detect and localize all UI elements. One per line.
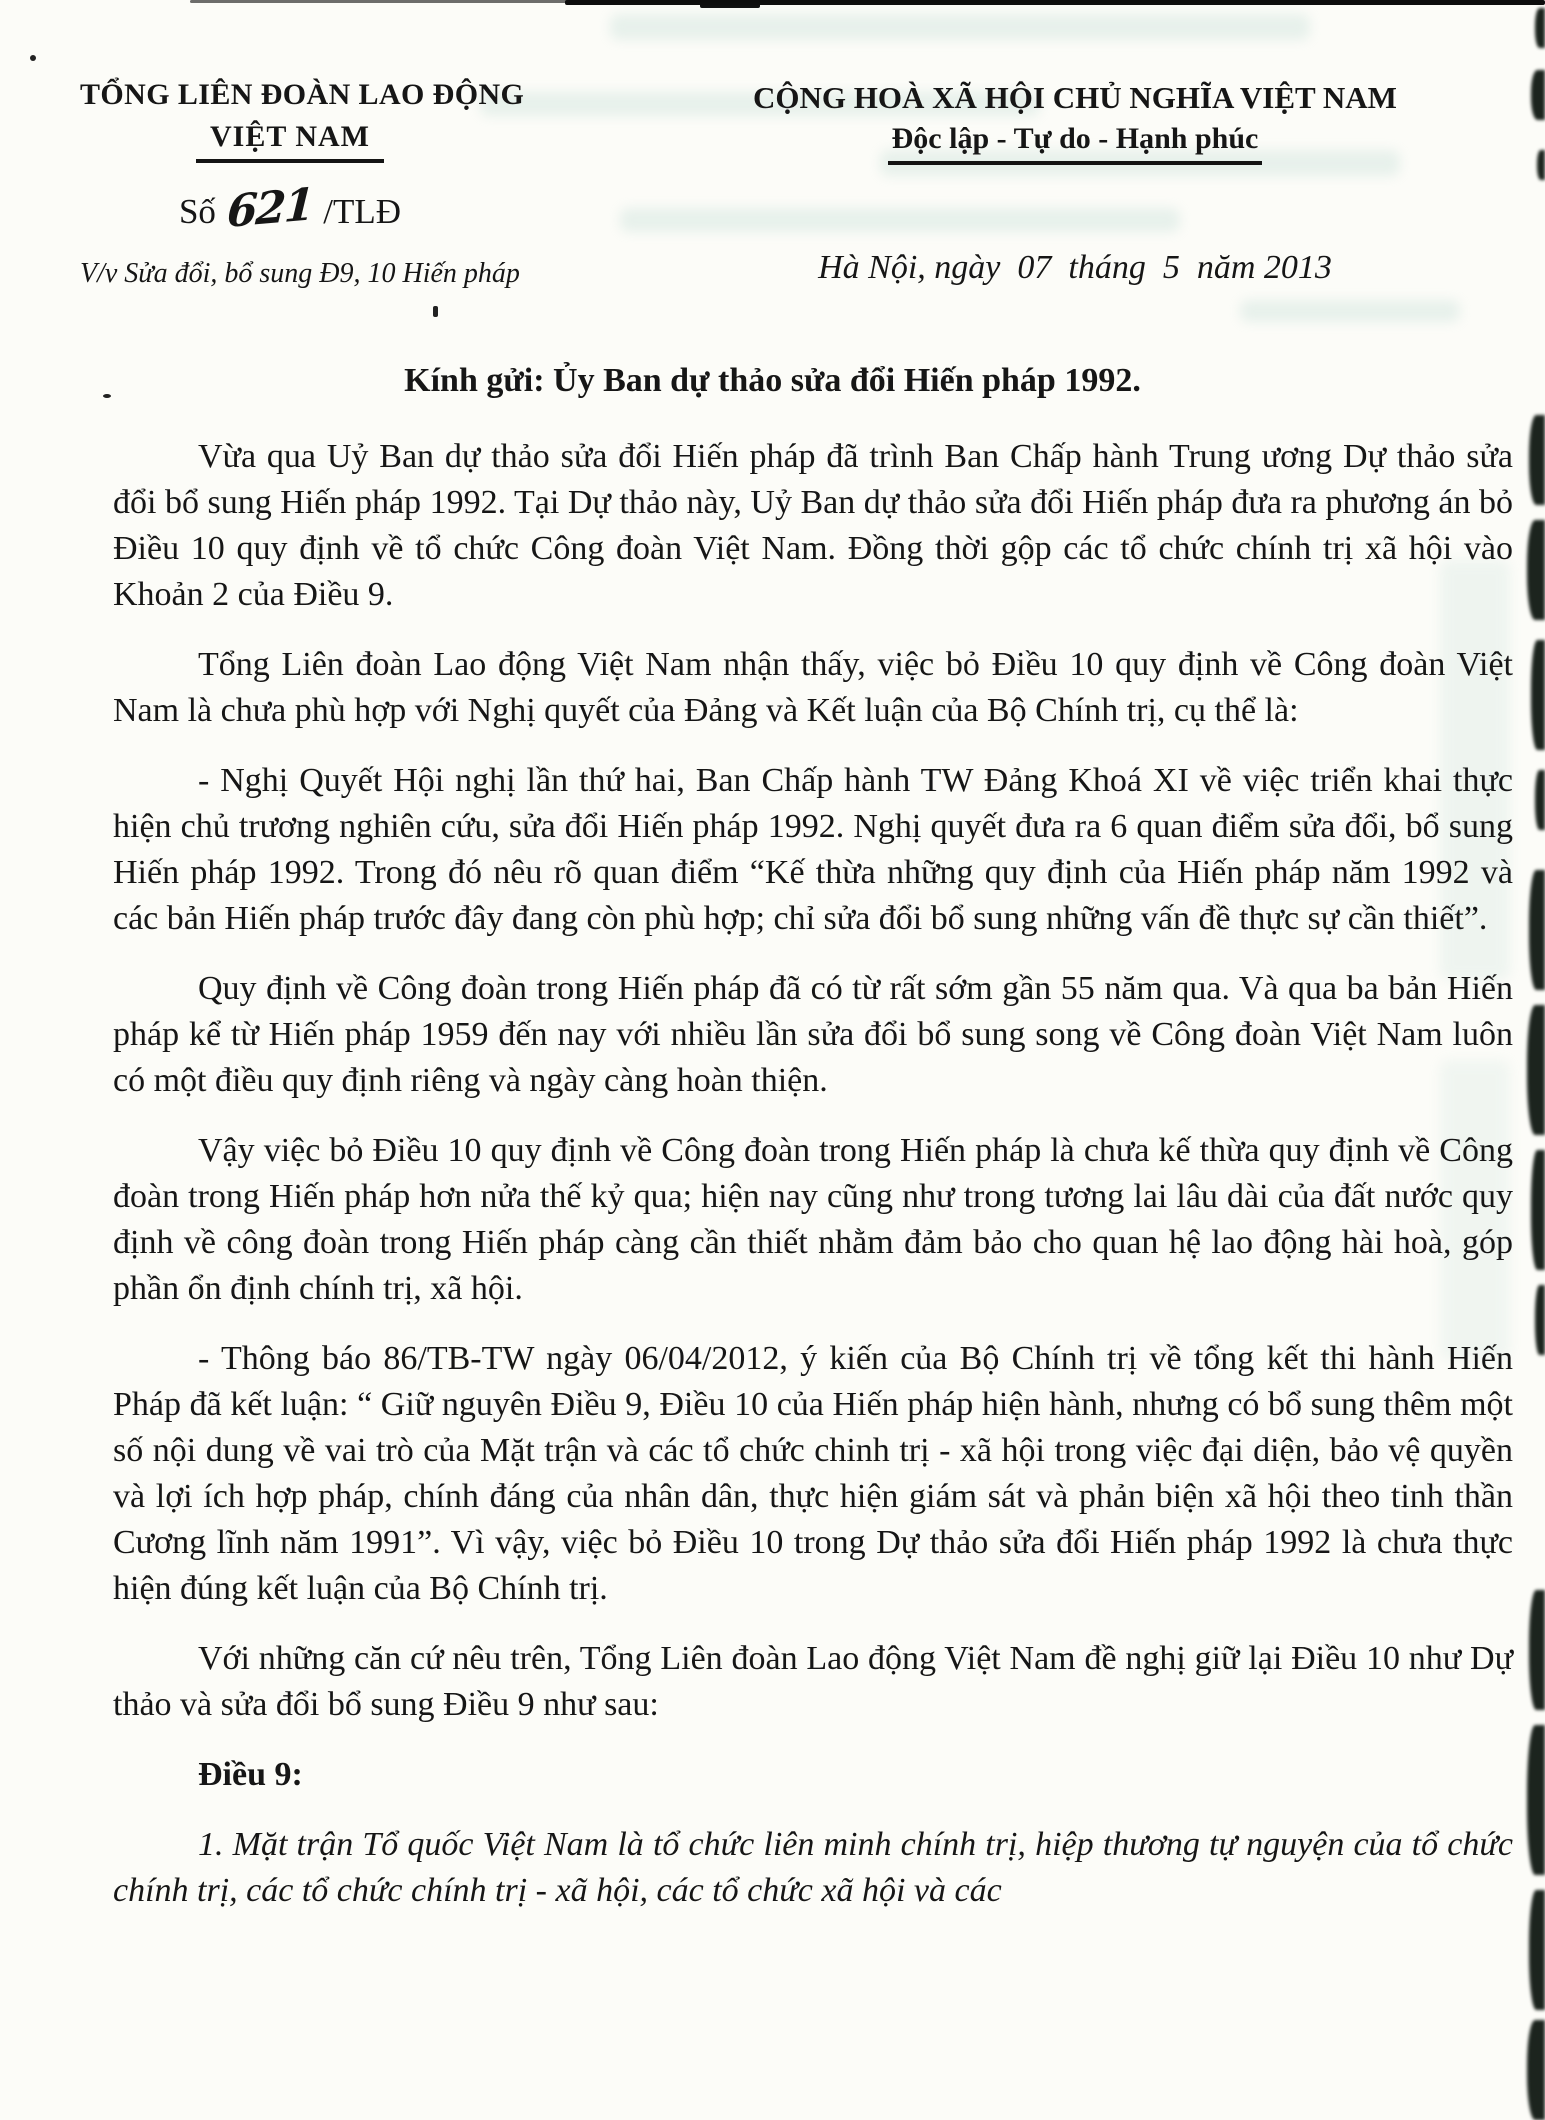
body-paragraph-6: - Thông báo 86/TB-TW ngày 06/04/2012, ý kiến của Bộ Chính trị về tổng kết thi hành Hiến Pháp đã kết luận: “ Giữ nguyên Điều 9, Điều 10 của Hiến pháp hiện hành, nhưng có bổ sung thêm một số nội dung về vai trò của Mặt trận và các tổ chức chinh trị - xã hội trong việc đại diện, bảo vệ quyền và lợi ích hợp pháp, chính đáng của nhân dân, thực hiện giám sát và phản biện xã hội theo tinh thần Cương lĩnh năm 1991”. Vì vậy, việc bỏ Điều 10 trong Dự thảo sửa đổi Hiến pháp 1992 là chưa thực hiện đúng kết luận của Bộ Chính trị.: [113, 1340, 1513, 1607]
article-heading: Điều 9:: [198, 1756, 303, 1793]
scan-edge-artifact: [1531, 1150, 1545, 1270]
scan-edge-artifact: [1529, 1590, 1545, 1710]
national-title: CỘNG HOÀ XÃ HỘI CHỦ NGHĨA VIỆT NAM: [753, 80, 1397, 115]
scan-edge-artifact: [1531, 70, 1545, 120]
body-paragraph-1: Vừa qua Uỷ Ban dự thảo sửa đổi Hiến pháp đã trình Ban Chấp hành Trung ương Dự thảo sửa đổi bổ sung Hiến pháp 1992. Tại Dự thảo này, Uỷ Ban dự thảo sửa đổi Hiến pháp đưa ra phương án bỏ Điều 10 quy định về tổ chức Công đoàn Việt Nam. Đồng thời gộp các tổ chức chính trị xã hội vào Khoản 2 của Điều 9.: [113, 438, 1513, 613]
document-number: [80, 179, 500, 238]
scan-edge-artifact: [1531, 640, 1545, 750]
issuing-org-block: [80, 78, 525, 290]
scan-speck-artifact: [30, 55, 36, 61]
scan-edge-artifact: [1527, 1005, 1545, 1135]
body-paragraph-5: Vậy việc bỏ Điều 10 quy định về Công đoàn trong Hiến pháp là chưa kế thừa quy định về Công đoàn trong Hiến pháp hơn nửa thế kỷ qua; hiện nay cũng như trong tương lai lâu dài của đất nước quy định về công đoàn trong Hiến pháp càng cần thiết nhằm đảm bảo cho quan hệ lao động hài hoà, góp phần ổn định chính trị, xã hội.: [113, 1132, 1513, 1307]
org-name-line1: TỔNG LIÊN ĐOÀN LAO ĐỘNG: [80, 78, 525, 111]
article-quoted-text: 1. Mặt trận Tổ quốc Việt Nam là tổ chức liên minh chính trị, hiệp thương tự nguyện của tổ chức chính trị, các tổ chức chính trị - xã hội, các tổ chức xã hội và các: [113, 1826, 1513, 1909]
scan-edge-artifact: [1535, 770, 1545, 830]
scan-top-edge-artifact: [700, 0, 760, 8]
body-paragraph-7: Với những căn cứ nêu trên, Tổng Liên đoàn Lao động Việt Nam đề nghị giữ lại Điều 10 như Dự thảo và sửa đổi bổ sung Điều 9 như sau:: [113, 1640, 1513, 1723]
scan-edge-artifact: [1527, 520, 1545, 620]
scan-edge-artifact: [1537, 150, 1545, 180]
scan-edge-artifact: [1529, 870, 1545, 990]
scan-edge-artifact: [1527, 1725, 1545, 1875]
national-header-block: [655, 80, 1495, 287]
scan-edge-artifact: [1527, 2020, 1545, 2120]
bleed-through-artifact: [610, 14, 1310, 40]
national-motto: Độc lập - Tự do - Hạnh phúc: [888, 122, 1263, 165]
body-paragraph-2: Tổng Liên đoàn Lao động Việt Nam nhận thấy, việc bỏ Điều 10 quy định về Công đoàn Việt Nam là chưa phù hợp với Nghị quyết của Đảng và Kết luận của Bộ Chính trị, cụ thể là:: [113, 646, 1513, 729]
salutation: Kính gửi: Ủy Ban dự thảo sửa đổi Hiến pháp 1992.: [404, 362, 1141, 399]
scan-edge-artifact: [1529, 415, 1545, 505]
scan-edge-artifact: [1529, 1890, 1545, 2010]
body-paragraph-3: - Nghị Quyết Hội nghị lần thứ hai, Ban Chấp hành TW Đảng Khoá XI về việc triển khai thực hiện chủ trương nghiên cứu, sửa đổi Hiến pháp 1992. Nghị quyết đưa ra 6 quan điểm sửa đổi, bổ sung Hiến pháp 1992. Trong đó nêu rõ quan điểm “Kế thừa những quy định của Hiến pháp năm 1992 và các bản Hiến pháp trước đây đang còn phù hợp; chỉ sửa đổi bổ sung những vấn đề thực sự cần thiết”.: [113, 762, 1513, 937]
scan-top-edge-artifact: [190, 0, 570, 3]
document-number-prefix: Số: [178, 192, 216, 231]
scan-edge-artifact: [1535, 8, 1545, 48]
body-paragraph-4: Quy định về Công đoàn trong Hiến pháp đã có từ rất sớm gần 55 năm qua. Và qua ba bản Hiến pháp kể từ Hiến pháp 1959 đến nay với nhiều lần sửa đổi bổ sung song về Công đoàn Việt Nam luôn có một điều quy định riêng và ngày càng hoàn thiện.: [113, 970, 1513, 1099]
document-number-suffix: /TLĐ: [323, 192, 402, 231]
scan-speck-artifact: [433, 306, 438, 317]
dateline: Hà Nội, ngày 07 tháng 5 năm 2013: [818, 249, 1332, 286]
scan-edge-artifact: [1535, 1285, 1545, 1355]
bleed-through-artifact: [1240, 300, 1460, 322]
document-number-handwritten: 621: [225, 179, 314, 238]
document-subject: V/v Sửa đổi, bổ sung Đ9, 10 Hiến pháp: [80, 258, 520, 289]
letter-body: [113, 434, 1513, 1938]
org-name-line2: VIỆT NAM: [196, 120, 384, 163]
